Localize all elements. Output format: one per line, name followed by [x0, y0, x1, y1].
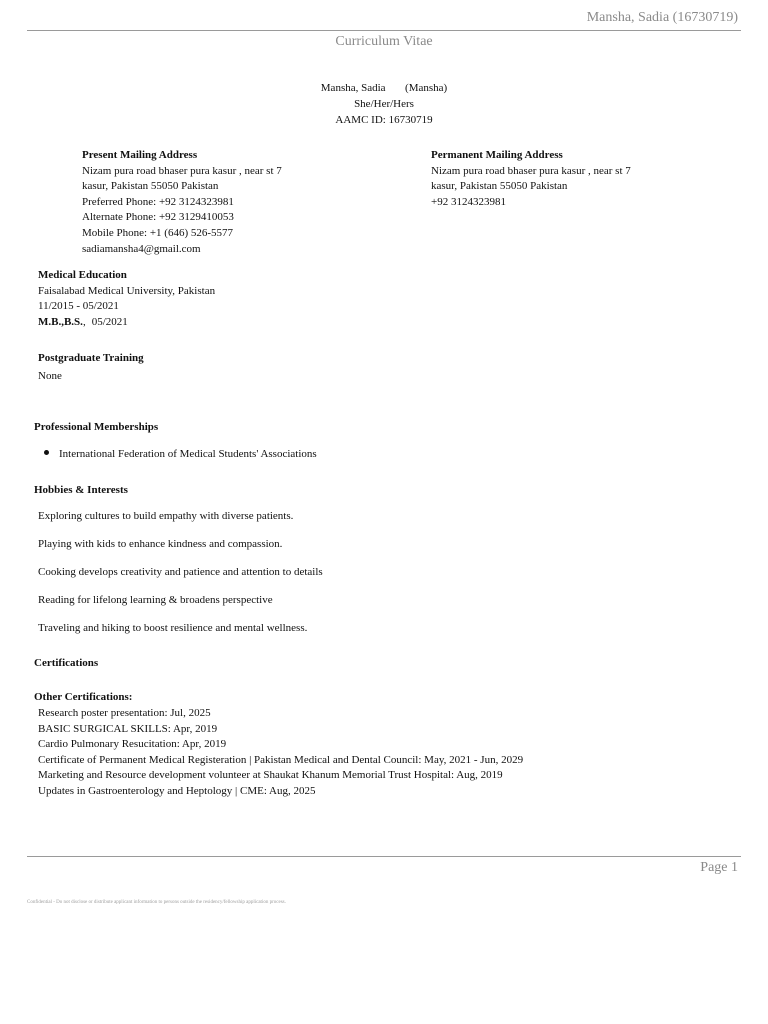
- medical-school: Faisalabad Medical University, Pakistan: [38, 284, 216, 297]
- permanent-mailing-address: [431, 148, 631, 210]
- confidential-note: Confidential - Do not disclose or distribute applicant information to persons outside the residency/fellowship application process.: [27, 900, 286, 905]
- alternate-phone: Alternate Phone: +92 3129410053: [82, 211, 234, 224]
- applicant-name: Mansha, Sadia: [320, 82, 386, 94]
- permanent-address-line1: Nizam pura road bhaser pura kasur , near st 7: [431, 164, 631, 177]
- hobby-item: Traveling and hiking to boost resilience and mental wellness.: [38, 622, 308, 634]
- aamc-id: AAMC ID: 16730719: [335, 114, 433, 126]
- memberships-heading: Professional Memberships: [34, 421, 159, 433]
- degree-line: [38, 315, 215, 331]
- mobile-phone: Mobile Phone: +1 (646) 526-5577: [82, 226, 234, 239]
- hobby-item: Cooking develops creativity and patience and attention to details: [38, 566, 323, 578]
- postgraduate-heading: Postgraduate Training: [38, 352, 144, 364]
- present-mailing-address: [82, 148, 282, 257]
- hobby-item: Playing with kids to enhance kindness and compassion.: [38, 538, 283, 550]
- bullet-icon: [44, 450, 49, 455]
- header-divider: [27, 30, 741, 31]
- degree-date: 05/2021: [91, 315, 128, 328]
- applicant-pronouns: She/Her/Hers: [354, 98, 414, 110]
- present-address-heading: Present Mailing Address: [82, 149, 198, 161]
- hobbies-heading: Hobbies & Interests: [34, 484, 128, 496]
- preferred-phone: Preferred Phone: +92 3124323981: [82, 195, 234, 208]
- certifications-heading: Certifications: [34, 657, 99, 669]
- footer-divider: [27, 856, 741, 857]
- membership-item: International Federation of Medical Students' Associations: [59, 448, 317, 460]
- postgraduate-value: None: [38, 370, 62, 382]
- hobby-item: Exploring cultures to build empathy with diverse patients.: [38, 510, 294, 522]
- applicant-name-line: [0, 82, 768, 94]
- certification-item: BASIC SURGICAL SKILLS: Apr, 2019: [38, 722, 218, 735]
- email: sadiamansha4@gmail.com: [82, 242, 201, 255]
- certifications-list: [38, 706, 523, 800]
- other-certifications-heading: Other Certifications:: [34, 691, 133, 703]
- certification-item: Cardio Pulmonary Resucitation: Apr, 2019: [38, 738, 227, 751]
- applicant-preferred-name: (Mansha): [405, 82, 448, 94]
- permanent-phone: +92 3124323981: [431, 195, 506, 208]
- medical-education-section: [38, 268, 215, 330]
- document-title: Curriculum Vitae: [335, 34, 433, 49]
- degree-separator: ,: [82, 315, 86, 328]
- degree: M.B.,B.S.: [38, 315, 83, 328]
- certification-item: Updates in Gastroenterology and Heptology | CME: Aug, 2025: [38, 784, 316, 797]
- permanent-address-heading: Permanent Mailing Address: [431, 149, 563, 161]
- medical-education-dates: 11/2015 - 05/2021: [38, 300, 119, 313]
- medical-education-heading: Medical Education: [38, 269, 127, 281]
- hobby-item: Reading for lifelong learning & broadens perspective: [38, 594, 273, 606]
- certification-item: Certificate of Permanent Medical Registeration | Pakistan Medical and Dental Council: May, 2021 - Jun, 2029: [38, 753, 524, 766]
- present-address-line2: kasur, Pakistan 55050 Pakistan: [82, 180, 219, 193]
- page-number: Page 1: [700, 860, 738, 875]
- certification-item: Marketing and Resource development volunteer at Shaukat Khanum Memorial Trust Hospital: Aug, 2019: [38, 769, 503, 782]
- present-address-line1: Nizam pura road bhaser pura kasur , near st 7: [82, 164, 282, 177]
- certification-item: Research poster presentation: Jul, 2025: [38, 707, 211, 719]
- header-applicant-name: Mansha, Sadia (16730719): [586, 10, 738, 25]
- permanent-address-line2: kasur, Pakistan 55050 Pakistan: [431, 180, 568, 193]
